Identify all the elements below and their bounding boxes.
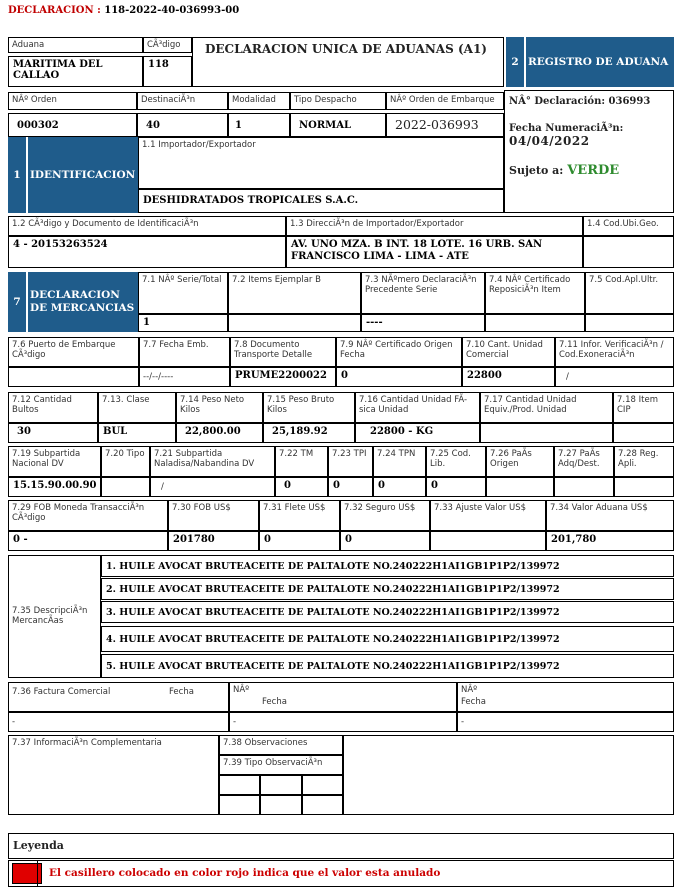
puerto-label-cell (8, 337, 139, 367)
flete-value: 0 (264, 534, 271, 545)
importador-label-cell (138, 137, 504, 189)
fisica-value: 22800 - KG (370, 426, 434, 437)
fisica-label: 7.16 Cantidad Unidad FÃ-sica Unidad (359, 395, 468, 415)
tpn-label: 7.24 TPN (377, 449, 416, 459)
moneda-label-cell (8, 500, 168, 531)
leyenda-title: Leyenda (13, 839, 64, 852)
items-label-cell (228, 272, 361, 314)
obs-grid-cell (219, 795, 260, 815)
clase-label-cell (98, 392, 176, 423)
fecha-emb-value: --/--/---- (143, 372, 174, 382)
aduana-value: MARITIMA DEL CALLAO (13, 59, 103, 81)
certificado-value (486, 315, 584, 319)
no-label: NÂº (233, 685, 250, 695)
no-value-cell (229, 712, 457, 732)
registro-title: REGISTRO DE ADUANA (528, 55, 669, 68)
origen-value (487, 478, 553, 482)
codigo-doc-label-cell (8, 216, 286, 236)
ubigeo-value (584, 237, 673, 241)
moneda-label: 7.29 FOB Moneda TransacciÃ³n CÃ³digo (12, 503, 145, 523)
seguro-value: 0 (345, 534, 352, 545)
serie-label: 7.1 NÂº Serie/Total (142, 275, 222, 285)
direccion-label: 1.3 DirecciÃ³n de Importador/Exportador (290, 219, 464, 229)
cant-comercial-label: 7.10 Cant. Unidad Comercial (466, 340, 543, 360)
tipo-label: 7.20 Tipo (105, 449, 145, 459)
lib-label-cell (426, 446, 486, 477)
precedente-value-cell (361, 314, 485, 332)
fisica-label-cell (355, 392, 480, 423)
declaracion-heading (8, 5, 239, 16)
registro-declaracion (509, 96, 650, 107)
modalidad-label-cell (228, 92, 290, 110)
aplicacion-label-cell (585, 272, 674, 314)
flete-label: 7.31 Flete US$ (263, 503, 326, 513)
descripcion-line-2: 2. HUILE AVOCAT BRUTEACEITE DE PALTALOTE NO.240222H1AI1GB1P1P2/139972 (101, 578, 674, 600)
doc-transp-value-cell (230, 367, 336, 387)
regapli-label-cell (614, 446, 674, 477)
destinacion-value-cell (137, 113, 228, 137)
no2-value-cell (457, 712, 674, 732)
importador-value: DESHIDRATADOS TROPICALES S.A.C. (143, 195, 359, 206)
precedente-label-cell (361, 272, 485, 314)
no2-fecha-label: Fecha (461, 697, 486, 707)
tpn-value: 0 (378, 480, 385, 491)
no2-label: NÂº (461, 685, 478, 695)
orden-label-cell (8, 92, 137, 110)
no2-value: - (461, 717, 465, 727)
registro-sujeto (509, 163, 619, 178)
registro-header (506, 37, 674, 87)
origen-label-cell (486, 446, 554, 477)
modalidad-value: 1 (235, 120, 242, 131)
valor-label-cell (546, 500, 674, 531)
codigo-doc-label: 1.2 CÃ³digo y Documento de IdentificaciÃ³n (12, 219, 199, 229)
clase-value: BUL (103, 426, 128, 437)
mercancias-header (8, 272, 138, 332)
moneda-value-cell (8, 531, 168, 551)
obs-grid-cell (219, 775, 260, 795)
leyenda-divider (37, 860, 38, 887)
tipo-despacho-value: NORMAL (299, 120, 352, 131)
bultos-label-cell (8, 392, 98, 423)
orden-label: NÂº Orden (12, 95, 57, 105)
tipo-despacho-label: Tipo Despacho (294, 95, 357, 105)
cert-origen-value: 0 (341, 370, 348, 381)
mercancias-number: 7 (8, 272, 28, 332)
registro-declaracion-label: NÂ° Declaración: (509, 96, 606, 107)
moneda-value: 0 - (13, 534, 28, 545)
cert-origen-label-cell (336, 337, 462, 367)
regapli-value (615, 478, 673, 482)
peso-neto-value: 22,800.00 (185, 426, 241, 437)
fob-value: 201780 (173, 534, 215, 545)
tm-label: 7.22 TM (279, 449, 314, 459)
registro-fecha-value: 04/04/2022 (509, 134, 590, 148)
tpi-value-cell (328, 477, 373, 497)
bultos-value: 30 (17, 426, 31, 437)
tpi-label: 7.23 TPI (332, 449, 367, 459)
bultos-value-cell (8, 423, 98, 443)
ajuste-label: 7.33 Ajuste Valor US$ (434, 503, 527, 513)
codigo-label-cell (143, 37, 192, 53)
tm-value-cell (275, 477, 328, 497)
factura-value: - (12, 717, 16, 727)
puerto-value (9, 368, 138, 372)
cant-comercial-value: 22800 (467, 370, 502, 381)
seguro-label-cell (340, 500, 430, 531)
fob-label-cell (168, 500, 259, 531)
info-complementaria-label: 7.37 InformaciÃ³n Complementaria (12, 738, 162, 748)
tpi-value: 0 (333, 480, 340, 491)
lib-label: 7.25 Cod. Lib. (430, 449, 471, 469)
certificado-label-cell (485, 272, 585, 314)
tpi-label-cell (328, 446, 373, 477)
no-label-cell (229, 682, 457, 712)
cip-value (614, 424, 673, 428)
clase-label: 7.13. Clase (102, 395, 150, 405)
importador-label: 1.1 Importador/Exportador (142, 140, 256, 150)
fob-value-cell (168, 531, 259, 551)
factura-fecha-label: Fecha (169, 687, 194, 697)
importador-value-cell (138, 189, 504, 213)
peso-neto-value-cell (176, 423, 263, 443)
origen-value-cell (486, 477, 554, 497)
cert-origen-label: 7.9 NÂº Certificado Origen Fecha (340, 340, 453, 360)
mercancias-title: DECLARACION DE MERCANCIAS (30, 289, 135, 314)
descripcion-line-4: 4. HUILE AVOCAT BRUTEACEITE DE PALTALOTE NO.240222H1AI1GB1P1P2/139972 (101, 626, 674, 652)
infor-label-cell (555, 337, 674, 367)
registro-sujeto-label: Sujeto a: (509, 164, 564, 177)
info-complementaria-cell (8, 735, 219, 815)
peso-neto-label: 7.14 Peso Neto Kilos (180, 395, 245, 415)
adq-value-cell (554, 477, 614, 497)
orden-value-cell (8, 113, 137, 137)
tm-label-cell (275, 446, 328, 477)
adq-label: 7.27 PaÃs Adq/Dest. (558, 449, 600, 469)
certificado-label: 7.4 NÂº Certificado ReposiciÃ³n Item (489, 275, 571, 295)
identificacion-number: 1 (8, 137, 28, 213)
cant-comercial-value-cell (462, 367, 555, 387)
no2-label-cell (457, 682, 674, 712)
obs-grid-cell (302, 795, 343, 815)
page-title: DECLARACION UNICA DE ADUANAS (A1) (205, 42, 487, 56)
seguro-value-cell (340, 531, 430, 551)
puerto-value-cell (8, 367, 139, 387)
destinacion-label: DestinaciÃ³n (141, 95, 196, 105)
items-value (229, 315, 360, 319)
ajuste-value (431, 532, 545, 536)
orden-embarque-value: 2022-036993 (395, 117, 479, 132)
valor-label: 7.34 Valor Aduana US$ (550, 503, 648, 513)
ubigeo-label-cell (583, 216, 674, 236)
certificado-value-cell (485, 314, 585, 332)
destinacion-value: 40 (146, 120, 160, 131)
valor-value: 201,780 (551, 534, 597, 545)
descripcion-label: 7.35 DescripciÃ³n MercancÃas (12, 606, 88, 626)
origen-label: 7.26 PaÃs Origen (490, 449, 532, 469)
codigo-doc-value-cell (8, 236, 286, 268)
orden-embarque-label-cell (386, 92, 504, 110)
registro-declaracion-value: 036993 (608, 96, 651, 107)
modalidad-label: Modalidad (232, 95, 276, 105)
precedente-value: ---- (366, 317, 383, 328)
aplicacion-value (586, 315, 673, 319)
adq-label-cell (554, 446, 614, 477)
infor-value-cell (555, 367, 674, 387)
destinacion-label-cell (137, 92, 228, 110)
valor-value-cell (546, 531, 674, 551)
tpn-value-cell (373, 477, 426, 497)
observaciones-cell (219, 735, 343, 755)
observaciones-label: 7.38 Observaciones (223, 738, 308, 748)
direccion-label-cell (286, 216, 583, 236)
peso-bruto-value: 25,189.92 (272, 426, 328, 437)
ajuste-label-cell (430, 500, 546, 531)
clase-value-cell (98, 423, 176, 443)
peso-bruto-label: 7.15 Peso Bruto Kilos (267, 395, 335, 415)
leyenda-text: El casillero colocado en color rojo indica que el valor esta anulado (49, 867, 441, 879)
flete-value-cell (259, 531, 340, 551)
cert-origen-value-cell (336, 367, 462, 387)
equiv-label: 7.17 Cantidad Unidad Equiv./Prod. Unidad (484, 395, 577, 415)
codigo-value-cell (143, 56, 192, 87)
codigo-doc-value: 4 - 20153263524 (13, 239, 108, 250)
fob-label: 7.30 FOB US$ (172, 503, 231, 513)
obs-grid-cell (302, 775, 343, 795)
fecha-emb-value-cell (139, 367, 230, 387)
factura-value-cell (8, 712, 229, 732)
ubigeo-value-cell (583, 236, 674, 268)
tipo-value (102, 478, 149, 482)
codigo-label: CÃ³digo (147, 40, 181, 50)
no-value: - (233, 717, 237, 727)
obs-grid-cell (260, 775, 302, 795)
infor-value: / (566, 372, 569, 382)
precedente-label: 7.3 NÃºmero DeclaraciÃ³n Precedente Serie (365, 275, 477, 295)
tipo-value-cell (101, 477, 150, 497)
tpn-label-cell (373, 446, 426, 477)
cip-label: 7.18 Item CIP (617, 395, 658, 415)
equiv-label-cell (480, 392, 613, 423)
orden-embarque-label: NÂº Orden de Embarque (390, 95, 495, 105)
declaracion-heading-label: DECLARACION : (8, 5, 101, 16)
descripcion-line-3: 3. HUILE AVOCAT BRUTEACEITE DE PALTALOTE NO.240222H1AI1GB1P1P2/139972 (101, 601, 674, 623)
modalidad-value-cell (228, 113, 290, 137)
serie-value: 1 (143, 317, 150, 328)
identificacion-title: IDENTIFICACION (30, 168, 136, 181)
peso-bruto-label-cell (263, 392, 355, 423)
subpartida-value: 15.15.90.00.90 (13, 480, 97, 491)
cant-comercial-label-cell (462, 337, 555, 367)
cip-label-cell (613, 392, 674, 423)
peso-bruto-value-cell (263, 423, 355, 443)
direccion-value-cell (286, 236, 583, 268)
registro-fecha-label: Fecha NumeraciÃ³n: (509, 123, 624, 134)
factura-label: 7.36 Factura Comercial (12, 687, 111, 697)
tipo-despacho-label-cell (290, 92, 386, 110)
leyenda-title-cell (8, 833, 674, 859)
doc-transp-value: PRUME2200022 (235, 370, 327, 381)
peso-neto-label-cell (176, 392, 263, 423)
aduana-value-cell (8, 56, 143, 87)
aplicacion-value-cell (585, 314, 674, 332)
descripcion-label-cell (8, 555, 101, 678)
infor-label: 7.11 Infor. VerificaciÃ³n / Cod.ExoneraciÃ³n (559, 340, 664, 360)
lib-value-cell (426, 477, 486, 497)
aduana-label: Aduana (12, 40, 45, 50)
registro-block (504, 90, 674, 213)
naladisa-label-cell (150, 446, 275, 477)
regapli-value-cell (614, 477, 674, 497)
naladisa-value-cell (150, 477, 275, 497)
equiv-value (481, 424, 612, 428)
naladisa-label: 7.21 Subpartida Naladisa/Nabandina DV (154, 449, 255, 469)
tipo-label-cell (101, 446, 150, 477)
observaciones-body (343, 735, 674, 815)
title-cell (192, 37, 504, 87)
codigo-value: 118 (148, 59, 169, 70)
items-value-cell (228, 314, 361, 332)
subpartida-label: 7.19 Subpartida Nacional DV (12, 449, 81, 469)
equiv-value-cell (480, 423, 613, 443)
tipo-observacion-label: 7.39 Tipo ObservaciÃ³n (223, 758, 323, 768)
cip-value-cell (613, 423, 674, 443)
serie-label-cell (138, 272, 228, 314)
aduana-label-cell (8, 37, 143, 53)
tipo-despacho-value-cell (290, 113, 386, 137)
naladisa-value: / (161, 482, 164, 492)
doc-transp-label: 7.8 Documento Transporte Detalle (234, 340, 313, 360)
lib-value: 0 (431, 480, 438, 491)
orden-value: 000302 (17, 120, 59, 131)
identificacion-header (8, 137, 138, 213)
ajuste-value-cell (430, 531, 546, 551)
aplicacion-label: 7.5 Cod.Apl.Ultr. (589, 275, 659, 285)
items-label: 7.2 Items Ejemplar B (232, 275, 321, 285)
orden-embarque-value-cell (386, 113, 504, 137)
fecha-emb-label-cell (139, 337, 230, 367)
bultos-label: 7.12 Cantidad Bultos (12, 395, 72, 415)
subpartida-label-cell (8, 446, 101, 477)
regapli-label: 7.28 Reg. Apli. (618, 449, 659, 469)
factura-label-cell (8, 682, 229, 712)
adq-value (555, 478, 613, 482)
doc-transp-label-cell (230, 337, 336, 367)
seguro-label: 7.32 Seguro US$ (344, 503, 416, 513)
tipo-observacion-cell (219, 755, 343, 775)
fecha-emb-label: 7.7 Fecha Emb. (143, 340, 209, 350)
declaracion-heading-number: 118-2022-40-036993-00 (104, 5, 240, 16)
descripcion-line-1: 1. HUILE AVOCAT BRUTEACEITE DE PALTALOTE NO.240222H1AI1GB1P1P2/139972 (101, 555, 674, 577)
leyenda-row (8, 860, 674, 887)
fisica-value-cell (355, 423, 480, 443)
descripcion-line-5: 5. HUILE AVOCAT BRUTEACEITE DE PALTALOTE NO.240222H1AI1GB1P1P2/139972 (101, 654, 674, 678)
registro-sujeto-value: VERDE (567, 163, 620, 178)
ubigeo-label: 1.4 Cod.Ubi.Geo. (587, 219, 659, 229)
flete-label-cell (259, 500, 340, 531)
no-fecha-label: Fecha (262, 697, 287, 707)
puerto-label: 7.6 Puerto de Embarque CÃ³digo (12, 340, 116, 360)
tm-value: 0 (284, 480, 291, 491)
direccion-value: AV. UNO MZA. B INT. 18 LOTE. 16 URB. SAN FRANCISCO LIMA - LIMA - ATE (291, 239, 543, 262)
serie-value-cell (138, 314, 228, 332)
registro-number: 2 (506, 37, 526, 87)
obs-grid-cell (260, 795, 302, 815)
subpartida-value-cell (8, 477, 101, 497)
